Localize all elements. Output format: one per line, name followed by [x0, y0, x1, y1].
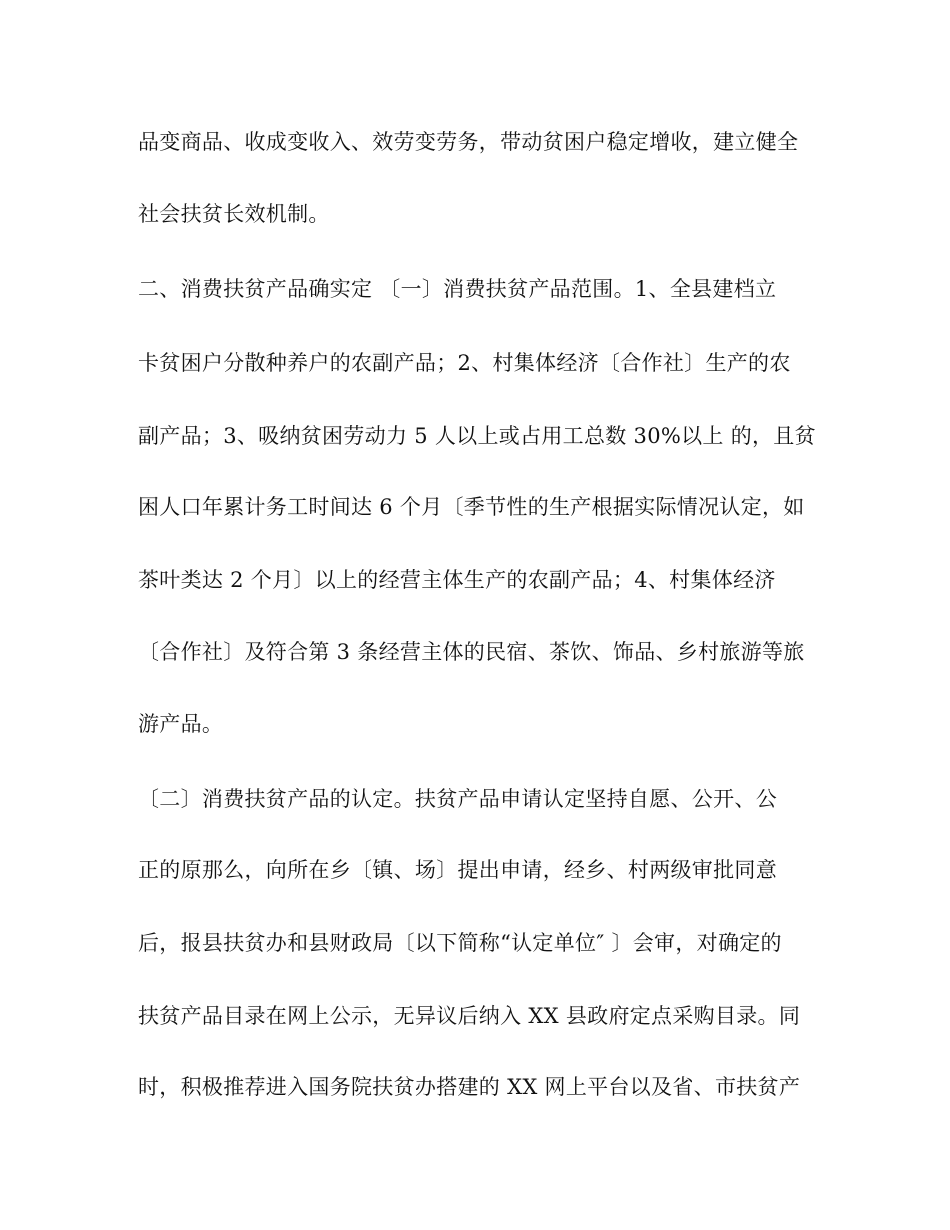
text-line-2: 社会扶贫长效机制。 [138, 202, 330, 226]
text-line-11: 正的原那么，向所在乡〔镇、场〕提出申请，经乡、村两级审批同意 [138, 858, 777, 882]
text-line-3: 二、消费扶贫产品确实定 〔一〕消费扶贫产品范围。1、全县建档立 [138, 277, 777, 301]
text-line-9: 游产品。 [138, 712, 224, 736]
text-line-5: 副产品；3、吸纳贫困劳动力 5 人以上或占用工总数 30%以上 的，且贫 [138, 424, 816, 448]
text-line-6: 困人口年累计务工时间达 6 个月〔季节性的生产根据实际情况认定，如 [138, 495, 805, 519]
text-line-14: 时，积极推荐进入国务院扶贫办搭建的 XX 网上平台以及省、市扶贫产 [138, 1075, 801, 1099]
text-line-10: 〔二〕消费扶贫产品的认定。扶贫产品申请认定坚持自愿、公开、公 [138, 787, 777, 811]
text-line-1: 品变商品、收成变收入、效劳变劳务，带动贫困户稳定增收，建立健全 [138, 130, 799, 154]
text-line-13: 扶贫产品目录在网上公示，无异议后纳入 XX 县政府定点采购目录。同 [138, 1004, 801, 1028]
text-line-7: 茶叶类达 2 个月〕以上的经营主体生产的农副产品；4、村集体经济 [138, 568, 776, 592]
text-line-8: 〔合作社〕及符合第 3 条经营主体的民宿、茶饮、饰品、乡村旅游等旅 [138, 640, 805, 664]
text-line-4: 卡贫困户分散种养户的农副产品；2、村集体经济〔合作社〕生产的农 [138, 351, 791, 375]
text-line-12: 后，报县扶贫办和县财政局〔以下简称“认定单位″ 〕会审，对确定的 [138, 931, 782, 955]
